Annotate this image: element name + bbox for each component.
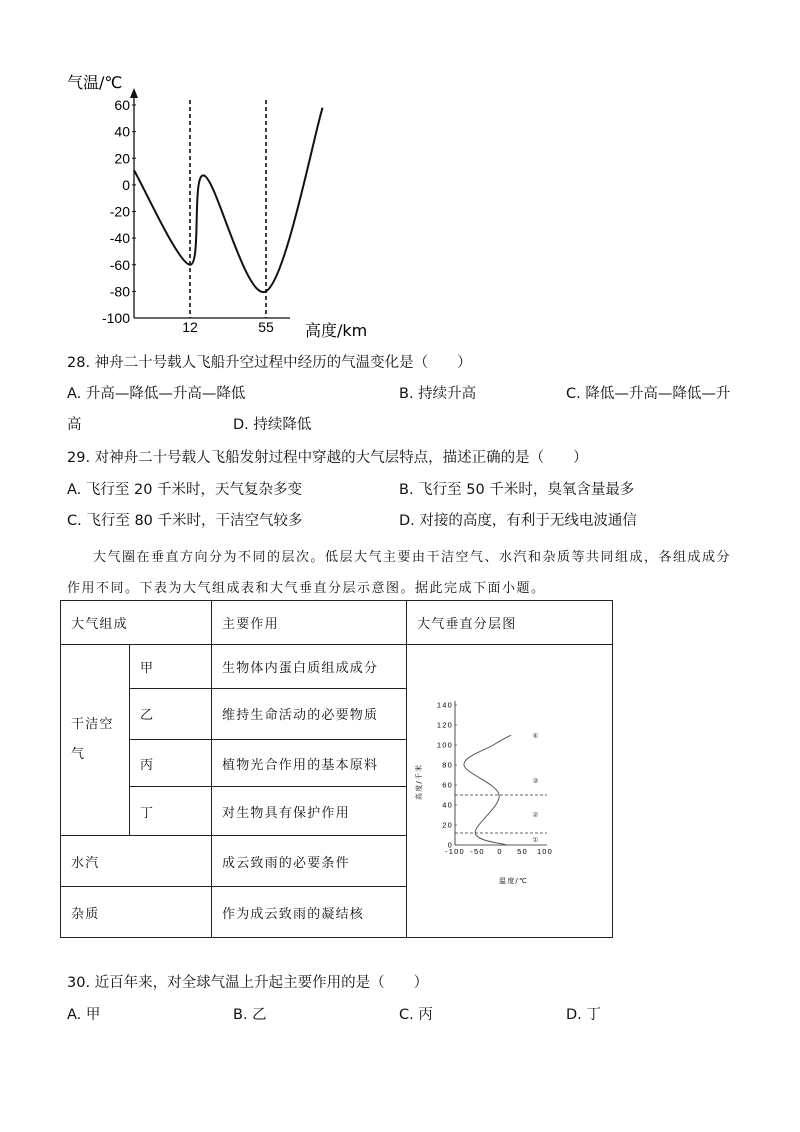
passage-line-1: 大气圈在垂直方向分为不同的层次。低层大气主要由干洁空气、水汽和杂质等共同组成，各组成成分 bbox=[93, 550, 732, 565]
y-tick-label: 60 bbox=[114, 97, 130, 113]
q30-option-d[interactable]: D. 丁 bbox=[566, 1007, 601, 1023]
chart2-y-tick: 120 bbox=[436, 720, 453, 730]
y-tick-label: 20 bbox=[114, 150, 130, 167]
x-tick-label: 55 bbox=[258, 319, 274, 335]
x-tick-label: 12 bbox=[182, 319, 198, 335]
layer-label: ① bbox=[532, 836, 540, 844]
chart2-y-tick: 0 bbox=[447, 840, 453, 850]
component-role: 生物体内蛋白质组成成分 bbox=[212, 645, 407, 689]
header-diagram: 大气垂直分层图 bbox=[407, 601, 613, 645]
y-tick-label: 0 bbox=[122, 176, 130, 193]
q29-option-a[interactable]: A. 飞行至 20 千米时，天气复杂多变 bbox=[67, 482, 303, 498]
component-role: 对生物具有保护作用 bbox=[212, 787, 407, 836]
header-composition: 大气组成 bbox=[61, 601, 212, 645]
impurity-cell: 杂质 bbox=[61, 887, 212, 938]
q29-stem: 29. 对神舟二十号载人飞船发射过程中穿越的大气层特点，描述正确的是（ ） bbox=[67, 450, 588, 466]
component-role: 植物光合作用的基本原料 bbox=[212, 739, 407, 787]
chart1-curve bbox=[134, 108, 323, 292]
q30-stem: 30. 近百年来，对全球气温上升起主要作用的是（ ） bbox=[67, 975, 429, 991]
chart2-xlabel: 温度/℃ bbox=[499, 877, 529, 885]
vertical-layers-chart bbox=[407, 645, 612, 933]
chart2-y-tick: 80 bbox=[442, 760, 453, 770]
y-tick-label: 40 bbox=[114, 123, 130, 140]
y-tick-label: -100 bbox=[101, 310, 130, 326]
chart2-x-tick: 100 bbox=[536, 847, 554, 856]
q28-option-c[interactable]: C. 降低—升高—降低—升 bbox=[566, 386, 731, 402]
chart2-curve bbox=[464, 735, 511, 845]
vertical-layers-diagram-cell bbox=[407, 645, 613, 938]
temperature-altitude-chart bbox=[0, 0, 800, 345]
layer-label: ④ bbox=[532, 732, 540, 740]
q28-option-b[interactable]: B. 持续升高 bbox=[399, 386, 477, 402]
impurity-role: 作为成云致雨的凝结核 bbox=[212, 887, 407, 938]
chart2-y-tick: 60 bbox=[442, 780, 453, 790]
chart2-x-tick: 50 bbox=[517, 847, 528, 856]
dry-air-cell: 干洁空 气 bbox=[61, 645, 130, 836]
component-role: 维持生命活动的必要物质 bbox=[212, 688, 407, 739]
q29-option-b[interactable]: B. 飞行至 50 千米时，臭氧含量最多 bbox=[399, 482, 635, 498]
q29-option-c[interactable]: C. 飞行至 80 千米时，干洁空气较多 bbox=[67, 513, 303, 529]
chart2-temperature-curve bbox=[464, 735, 511, 845]
chart2-y-tick: 140 bbox=[436, 700, 453, 710]
header-function: 主要作用 bbox=[212, 601, 407, 645]
component-name: 乙 bbox=[130, 688, 212, 739]
temperature-curve bbox=[134, 108, 323, 292]
q29-option-d[interactable]: D. 对接的高度，有利于无线电波通信 bbox=[399, 513, 637, 529]
chart2-x-tick: -100 bbox=[445, 847, 465, 856]
atmosphere-composition-table bbox=[60, 600, 613, 938]
chart1-y-ticks bbox=[102, 97, 136, 326]
chart1-xlabel: 高度/km bbox=[305, 321, 368, 340]
component-name: 丙 bbox=[130, 739, 212, 787]
chart2-y-tick: 100 bbox=[436, 740, 453, 750]
chart2-x-tick: 0 bbox=[497, 847, 503, 856]
component-name: 丁 bbox=[130, 787, 212, 836]
q30-option-b[interactable]: B. 乙 bbox=[233, 1007, 267, 1023]
q28-option-a[interactable]: A. 升高—降低—升高—降低 bbox=[67, 386, 246, 402]
component-name: 甲 bbox=[130, 645, 212, 689]
chart2-y-tick: 40 bbox=[442, 800, 453, 810]
chart2-layer-labels bbox=[532, 732, 539, 844]
chart2-y-tick: 20 bbox=[442, 820, 453, 830]
y-tick-label: -40 bbox=[109, 230, 130, 247]
q28-option-d[interactable]: D. 持续降低 bbox=[233, 417, 312, 433]
y-tick-label: -60 bbox=[109, 256, 130, 273]
layer-label: ③ bbox=[532, 777, 540, 785]
chart2-ylabel: 高度/千米 bbox=[415, 763, 423, 800]
q30-option-a[interactable]: A. 甲 bbox=[67, 1007, 101, 1023]
vapor-role: 成云致雨的必要条件 bbox=[212, 836, 407, 887]
passage-line-2: 作用不同。下表为大气组成表和大气垂直分层示意图。据此完成下面小题。 bbox=[67, 581, 546, 596]
chart1-ylabel: 气温/℃ bbox=[67, 73, 123, 92]
q28-stem: 28. 神舟二十号载人飞船升空过程中经历的气温变化是（ ） bbox=[67, 355, 472, 371]
q28-option-c-continued: 高 bbox=[67, 417, 82, 433]
y-tick-label: -80 bbox=[109, 283, 130, 300]
layer-label: ② bbox=[532, 811, 540, 819]
table-row bbox=[61, 645, 613, 689]
y-tick-label: -20 bbox=[109, 203, 130, 220]
vapor-cell: 水汽 bbox=[61, 836, 212, 887]
chart2-x-tick: -50 bbox=[470, 847, 485, 856]
table-header-row bbox=[61, 601, 613, 645]
q30-option-c[interactable]: C. 丙 bbox=[399, 1007, 433, 1023]
